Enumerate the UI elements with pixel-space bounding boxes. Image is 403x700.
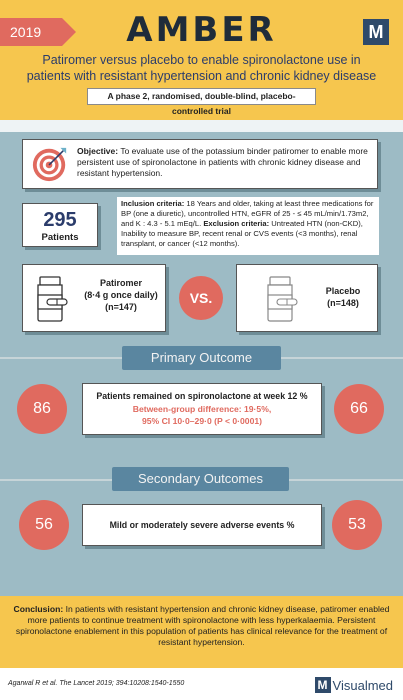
criteria-box xyxy=(117,197,379,255)
patients-count: 295 xyxy=(43,209,77,231)
objective-box xyxy=(22,139,378,189)
between-group-difference: Between-group difference: 19·5%, xyxy=(132,404,272,414)
visualmed-wordmark: Visualmed xyxy=(332,677,393,693)
patiromer-name: Patiromer xyxy=(99,278,143,288)
target-icon xyxy=(31,145,69,183)
pill-bottle-icon xyxy=(265,275,299,323)
visualmed-logo-icon: M xyxy=(363,19,389,45)
confidence-interval: 95% CI 10·0–29·0 (P < 0·0001) xyxy=(142,416,262,426)
objective-text xyxy=(77,146,373,179)
patiromer-primary-value: 86 xyxy=(17,384,67,434)
year-tag: 2019 xyxy=(0,18,62,46)
objective-body: To evaluate use of the potassium binder patiromer to enable more persistent use of spironolactone in patients with chronic kidney disease and resistant hypertension. xyxy=(77,146,368,178)
patiromer-arm-box xyxy=(22,264,166,332)
patiromer-secondary-value: 56 xyxy=(19,500,69,550)
primary-outcome-title: Primary Outcome xyxy=(122,346,281,370)
conclusion-label: Conclusion: xyxy=(13,604,64,614)
pill-bottle-icon xyxy=(35,275,69,323)
placebo-secondary-value: 53 xyxy=(332,500,382,550)
placebo-primary-value: 66 xyxy=(334,384,384,434)
exclusion-label: Exclusion criteria: xyxy=(203,219,270,228)
primary-outcome-text: Patients remained on spironolactone at week 12 % xyxy=(96,391,308,401)
inclusion-text: 18 Years and older, taking at least three medications for BP (one a diuretic), uncontrolled HTN, eGFR of 25 - ≤ 45 mL/min/1.73m2, and K : 4.3 - 5.1 mEq/L. xyxy=(121,199,374,228)
patients-label: Patients xyxy=(41,232,79,243)
secondary-outcome-box xyxy=(82,504,322,546)
placebo-arm-box xyxy=(236,264,378,332)
page-subtitle: Patiromer versus placebo to enable spironolactone use in patients with resistant hypertension and chronic kidney disease xyxy=(26,53,377,83)
placebo-label xyxy=(313,285,373,309)
placebo-name: Placebo xyxy=(325,286,361,296)
divider xyxy=(0,120,403,132)
secondary-outcomes-title: Secondary Outcomes xyxy=(112,467,289,491)
placebo-n: (n=148) xyxy=(327,298,359,308)
conclusion-text: In patients with resistant hypertension and chronic kidney disease, patiromer enabled more patients to continue treatment with spironolactone with less hyperkalaemia. Persistent spironolactone enablement in this population of patients has clinical relevance for the treatment of resistant hypertension. xyxy=(15,604,390,647)
inclusion-label: Inclusion criteria: xyxy=(121,199,185,208)
secondary-outcome-text: Mild or moderately severe adverse events % xyxy=(109,520,295,530)
patiromer-label xyxy=(79,277,163,313)
patiromer-dose: (8·4 g once daily) xyxy=(84,290,158,300)
header xyxy=(0,0,403,120)
vs-badge: VS. xyxy=(179,276,223,320)
objective-label: Objective: xyxy=(77,146,119,156)
page-title: AMBER xyxy=(126,10,277,50)
trial-type-label: A phase 2, randomised, double-blind, placebo-controlled trial xyxy=(87,88,316,105)
citation: Agarwal R et al. The Lancet 2019; 394:10208:1540-1550 xyxy=(8,680,185,687)
visualmed-m-icon: M xyxy=(315,677,331,693)
exclusion-text: Untreated HTN (non-CKD), Inability to measure BP, recent renal or CVS events (<3 months), renal transplant, or cancer (<12 months). xyxy=(121,219,363,248)
primary-outcome-box xyxy=(82,383,322,435)
patients-box xyxy=(22,203,98,247)
conclusion-box xyxy=(0,596,403,668)
footer xyxy=(0,668,403,700)
patiromer-n: (n=147) xyxy=(105,302,137,312)
visualmed-brand xyxy=(315,676,393,694)
